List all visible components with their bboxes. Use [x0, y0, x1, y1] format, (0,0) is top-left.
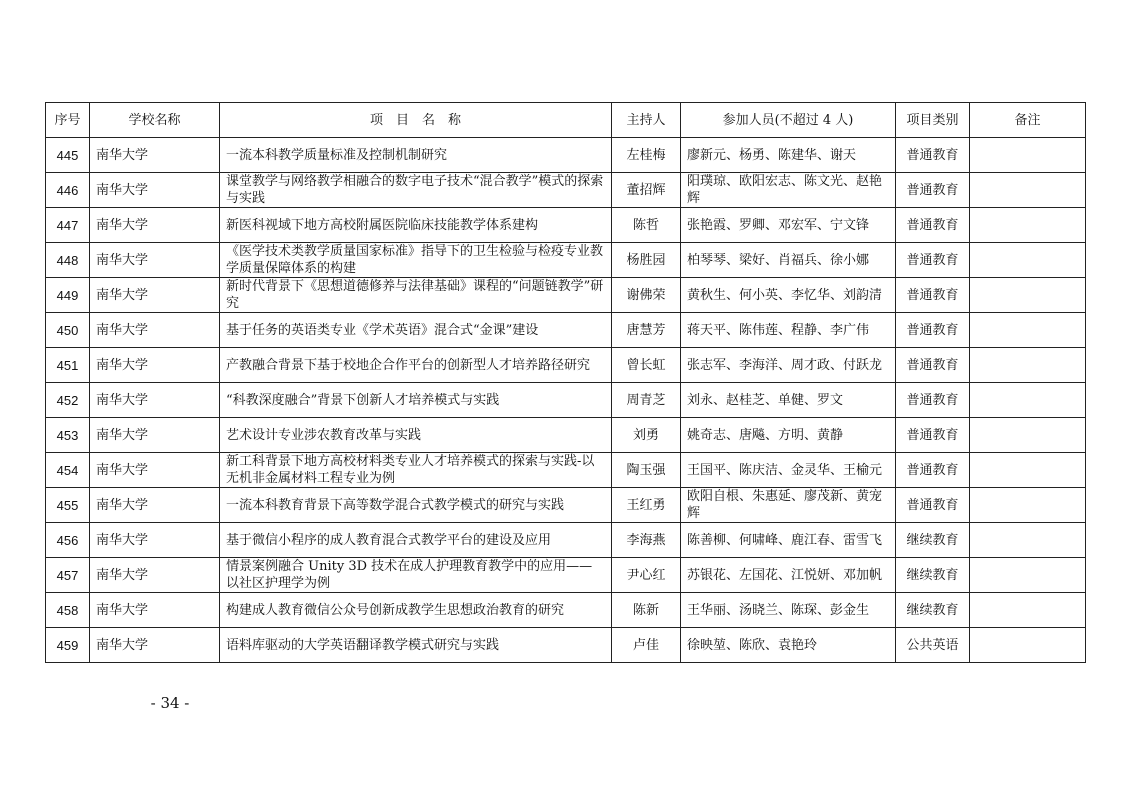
- row-note: [970, 278, 1086, 313]
- row-members: 蒋天平、陈伟莲、程静、李广伟: [681, 313, 896, 348]
- row-category: 普通教育: [896, 488, 970, 523]
- row-school: 南华大学: [90, 173, 220, 208]
- row-host: 周青芝: [612, 383, 681, 418]
- header-host: 主持人: [612, 103, 681, 138]
- row-no: 445: [46, 138, 90, 173]
- row-members: 张艳霞、罗卿、邓宏军、宁文锋: [681, 208, 896, 243]
- row-no: 452: [46, 383, 90, 418]
- row-school: 南华大学: [90, 383, 220, 418]
- row-category: 普通教育: [896, 313, 970, 348]
- row-school: 南华大学: [90, 243, 220, 278]
- row-note: [970, 453, 1086, 488]
- row-school: 南华大学: [90, 348, 220, 383]
- row-members: 廖新元、杨勇、陈建华、谢天: [681, 138, 896, 173]
- row-school: 南华大学: [90, 628, 220, 663]
- table-row: [46, 523, 1086, 558]
- row-school: 南华大学: [90, 418, 220, 453]
- row-category: 继续教育: [896, 558, 970, 593]
- row-school: 南华大学: [90, 593, 220, 628]
- row-no: 455: [46, 488, 90, 523]
- table-row: [46, 173, 1086, 208]
- row-category: 继续教育: [896, 523, 970, 558]
- table-row: [46, 488, 1086, 523]
- row-note: [970, 243, 1086, 278]
- row-note: [970, 348, 1086, 383]
- row-title: 语料库驱动的大学英语翻译教学模式研究与实践: [220, 628, 612, 663]
- row-category: 普通教育: [896, 348, 970, 383]
- row-school: 南华大学: [90, 523, 220, 558]
- row-host: 尹心红: [612, 558, 681, 593]
- row-note: [970, 208, 1086, 243]
- row-note: [970, 138, 1086, 173]
- project-table: [45, 102, 1086, 663]
- row-title: 课堂教学与网络教学相融合的数字电子技术“混合教学”模式的探索与实践: [220, 173, 612, 208]
- row-note: [970, 488, 1086, 523]
- row-note: [970, 628, 1086, 663]
- row-school: 南华大学: [90, 488, 220, 523]
- row-no: 457: [46, 558, 90, 593]
- table-row: [46, 278, 1086, 313]
- row-category: 公共英语: [896, 628, 970, 663]
- header-no: 序号: [46, 103, 90, 138]
- row-title: 新时代背景下《思想道德修养与法律基础》课程的“问题链教学”研究: [220, 278, 612, 313]
- row-host: 刘勇: [612, 418, 681, 453]
- row-members: 阳璞琼、欧阳宏志、陈文光、赵艳辉: [681, 173, 896, 208]
- row-note: [970, 558, 1086, 593]
- row-host: 曾长虹: [612, 348, 681, 383]
- table-row: [46, 418, 1086, 453]
- row-members: 姚奇志、唐飚、方明、黄静: [681, 418, 896, 453]
- row-host: 左桂梅: [612, 138, 681, 173]
- row-no: 453: [46, 418, 90, 453]
- table-row: [46, 313, 1086, 348]
- row-title: 一流本科教学质量标准及控制机制研究: [220, 138, 612, 173]
- row-note: [970, 383, 1086, 418]
- row-title: 新医科视域下地方高校附属医院临床技能教学体系建构: [220, 208, 612, 243]
- table-row: [46, 383, 1086, 418]
- row-school: 南华大学: [90, 278, 220, 313]
- row-school: 南华大学: [90, 208, 220, 243]
- row-no: 447: [46, 208, 90, 243]
- row-note: [970, 418, 1086, 453]
- row-title: 基于任务的英语类专业《学术英语》混合式“金课”建设: [220, 313, 612, 348]
- row-members: 苏银花、左国花、江悦妍、邓加帆: [681, 558, 896, 593]
- row-host: 董招辉: [612, 173, 681, 208]
- row-school: 南华大学: [90, 313, 220, 348]
- row-no: 456: [46, 523, 90, 558]
- row-no: 448: [46, 243, 90, 278]
- table-body: [46, 138, 1086, 663]
- row-host: 谢佛荣: [612, 278, 681, 313]
- row-no: 458: [46, 593, 90, 628]
- row-no: 446: [46, 173, 90, 208]
- table-row: [46, 593, 1086, 628]
- header-category: 项目类别: [896, 103, 970, 138]
- row-category: 普通教育: [896, 243, 970, 278]
- row-host: 卢佳: [612, 628, 681, 663]
- row-category: 普通教育: [896, 208, 970, 243]
- row-title: 一流本科教育背景下高等数学混合式教学模式的研究与实践: [220, 488, 612, 523]
- row-category: 普通教育: [896, 383, 970, 418]
- row-host: 王红勇: [612, 488, 681, 523]
- row-members: 王国平、陈庆洁、金灵华、王榆元: [681, 453, 896, 488]
- row-category: 继续教育: [896, 593, 970, 628]
- table-row: [46, 558, 1086, 593]
- row-no: 449: [46, 278, 90, 313]
- table-row: [46, 348, 1086, 383]
- table-row: [46, 138, 1086, 173]
- row-title: 情景案例融合 Unity 3D 技术在成人护理教育教学中的应用——以社区护理学为例: [220, 558, 612, 593]
- row-school: 南华大学: [90, 558, 220, 593]
- row-category: 普通教育: [896, 278, 970, 313]
- row-title: “科教深度融合”背景下创新人才培养模式与实践: [220, 383, 612, 418]
- row-host: 唐慧芳: [612, 313, 681, 348]
- table-row: [46, 243, 1086, 278]
- row-no: 451: [46, 348, 90, 383]
- table-row: [46, 628, 1086, 663]
- row-members: 王华丽、汤晓兰、陈琛、彭金生: [681, 593, 896, 628]
- row-school: 南华大学: [90, 453, 220, 488]
- table-row: [46, 453, 1086, 488]
- header-school: 学校名称: [90, 103, 220, 138]
- row-title: 产教融合背景下基于校地企合作平台的创新型人才培养路径研究: [220, 348, 612, 383]
- row-category: 普通教育: [896, 173, 970, 208]
- header-members: 参加人员(不超过 4 人): [681, 103, 896, 138]
- row-note: [970, 593, 1086, 628]
- row-members: 陈善柳、何啸峰、鹿江春、雷雪飞: [681, 523, 896, 558]
- row-members: 欧阳自根、朱惠延、廖茂新、黄宠辉: [681, 488, 896, 523]
- row-title: 新工科背景下地方高校材料类专业人才培养模式的探索与实践-以无机非金属材料工程专业为例: [220, 453, 612, 488]
- row-no: 459: [46, 628, 90, 663]
- row-host: 陈新: [612, 593, 681, 628]
- row-title: 《医学技术类教学质量国家标准》指导下的卫生检验与检疫专业教学质量保障体系的构建: [220, 243, 612, 278]
- row-note: [970, 173, 1086, 208]
- row-host: 陶玉强: [612, 453, 681, 488]
- row-category: 普通教育: [896, 418, 970, 453]
- row-members: 黄秋生、何小英、李忆华、刘韵清: [681, 278, 896, 313]
- row-no: 450: [46, 313, 90, 348]
- row-members: 刘永、赵桂芝、单健、罗文: [681, 383, 896, 418]
- row-members: 张志军、李海洋、周才政、付跃龙: [681, 348, 896, 383]
- row-no: 454: [46, 453, 90, 488]
- header-title: 项 目 名 称: [220, 103, 612, 138]
- page-number: - 34 -: [150, 694, 190, 712]
- row-host: 杨胜园: [612, 243, 681, 278]
- row-note: [970, 313, 1086, 348]
- row-title: 艺术设计专业涉农教育改革与实践: [220, 418, 612, 453]
- row-title: 构建成人教育微信公众号创新成教学生思想政治教育的研究: [220, 593, 612, 628]
- row-category: 普通教育: [896, 138, 970, 173]
- row-school: 南华大学: [90, 138, 220, 173]
- row-members: 徐映堃、陈欣、袁艳玲: [681, 628, 896, 663]
- header-note: 备注: [970, 103, 1086, 138]
- row-category: 普通教育: [896, 453, 970, 488]
- row-host: 李海燕: [612, 523, 681, 558]
- table-row: [46, 208, 1086, 243]
- row-members: 柏琴琴、梁好、肖福兵、徐小娜: [681, 243, 896, 278]
- table-header-row: [46, 103, 1086, 138]
- row-note: [970, 523, 1086, 558]
- row-host: 陈哲: [612, 208, 681, 243]
- row-title: 基于微信小程序的成人教育混合式教学平台的建设及应用: [220, 523, 612, 558]
